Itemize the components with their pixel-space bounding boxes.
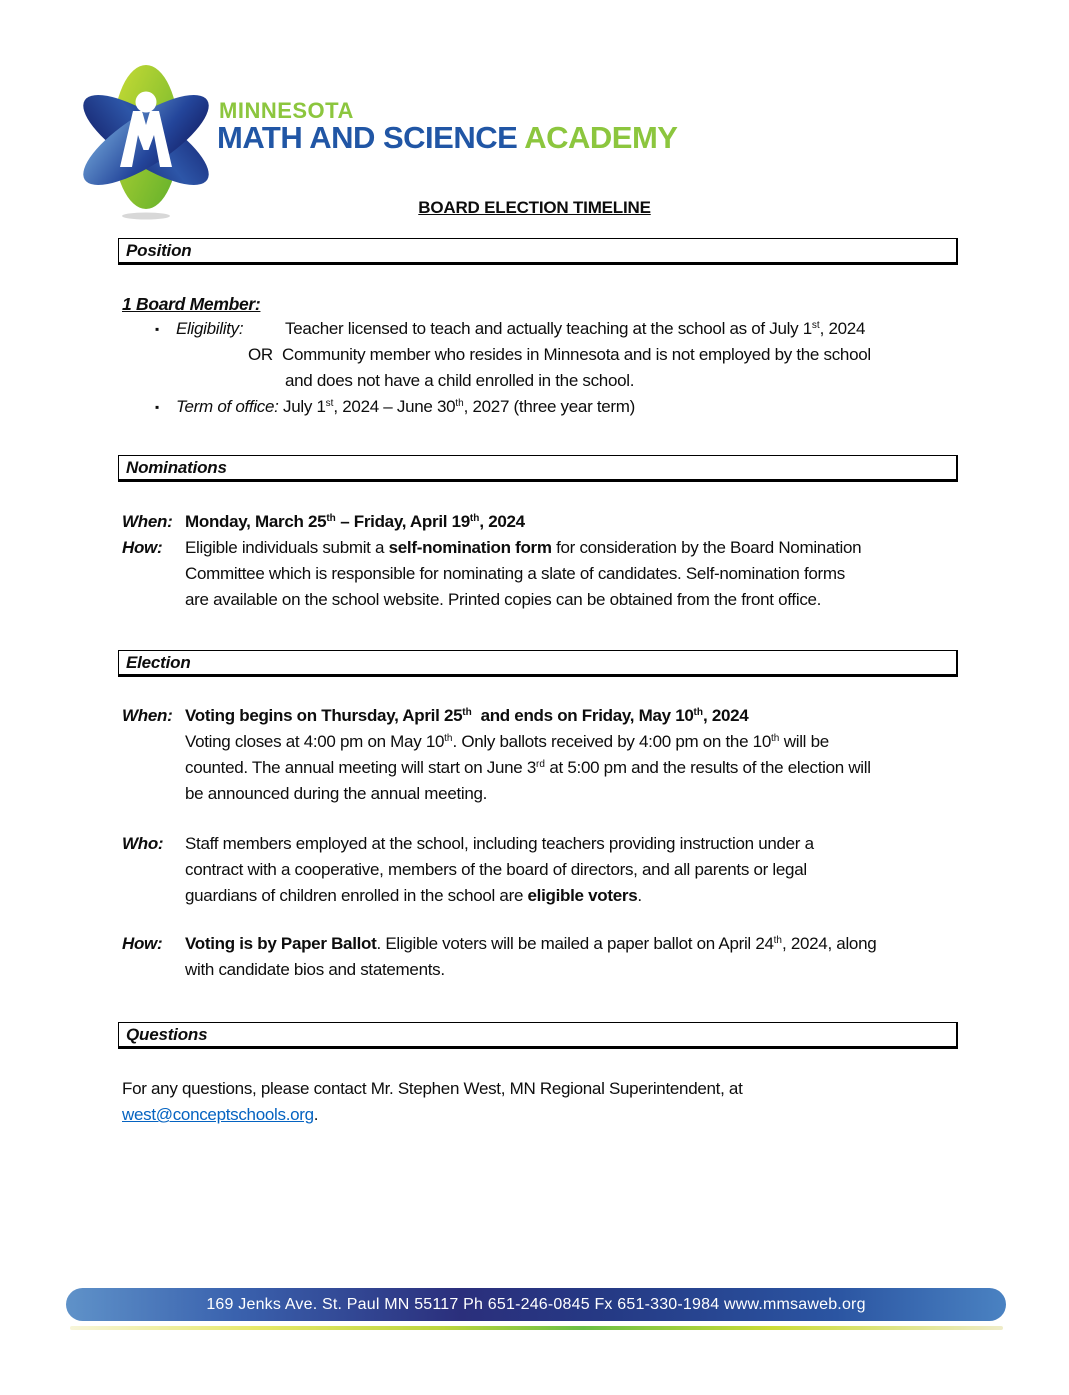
term-label: Term of office: bbox=[176, 397, 279, 416]
subheading-board-member: 1 Board Member: bbox=[122, 294, 261, 314]
contact-email-link[interactable]: west@conceptschools.org bbox=[122, 1105, 314, 1124]
election-how-line-2: with candidate bios and statements. bbox=[185, 960, 445, 979]
footer-accent-line bbox=[70, 1326, 1003, 1330]
election-how-label: How: bbox=[122, 934, 163, 953]
election-when-line-3: be announced during the annual meeting. bbox=[185, 784, 488, 803]
nominations-how-line-2: Committee which is responsible for nominating a slate of candidates. Self-nomination forms bbox=[185, 564, 845, 583]
nominations-how-line-3: are available on the school website. Printed copies can be obtained from the front office. bbox=[185, 590, 822, 609]
brand-minnesota: MINNESOTA bbox=[219, 98, 354, 123]
election-when-line-2: counted. The annual meeting will start on June 3rd at 5:00 pm and the results of the election will bbox=[185, 758, 871, 777]
eligibility-line-2: OR Community member who resides in Minnesota and is not employed by the school bbox=[248, 345, 871, 364]
election-when-bold-line: Voting begins on Thursday, April 25th and ends on Friday, May 10th, 2024 bbox=[185, 706, 749, 725]
election-how-line-1: Voting is by Paper Ballot. Eligible voters will be mailed a paper ballot on April 24th, 2024, along bbox=[185, 934, 877, 953]
eligibility-label: Eligibility: bbox=[176, 319, 244, 338]
eligibility-line-3: and does not have a child enrolled in the school. bbox=[285, 371, 635, 390]
section-header-position: Position bbox=[118, 238, 958, 265]
questions-line-2 bbox=[122, 1104, 318, 1126]
brand-academy: ACADEMY bbox=[524, 120, 678, 155]
period-after-link: . bbox=[313, 1105, 319, 1124]
nominations-how-line-1: Eligible individuals submit a self-nomination form for consideration by the Board Nomination bbox=[185, 538, 862, 557]
nominations-how-label: How: bbox=[122, 538, 163, 557]
brand-math-and-science: MATH AND SCIENCE bbox=[217, 120, 525, 155]
eligibility-text-1: Teacher licensed to teach and actually teaching at the school as of July 1st, 2024 bbox=[285, 319, 866, 338]
election-who-line-3: guardians of children enrolled in the school are eligible voters. bbox=[185, 886, 642, 905]
election-who-line-2: contract with a cooperative, members of the board of directors, and all parents or legal bbox=[185, 860, 807, 879]
bullet-icon: ▪ bbox=[155, 322, 159, 336]
questions-line-1: For any questions, please contact Mr. Stephen West, MN Regional Superintendent, at bbox=[122, 1079, 743, 1098]
election-who-line-1: Staff members employed at the school, including teachers providing instruction under a bbox=[185, 834, 814, 853]
nominations-when-label: When: bbox=[122, 512, 173, 531]
nominations-when-value: Monday, March 25th – Friday, April 19th, 2024 bbox=[185, 512, 525, 531]
term-of-office-line: ▪ Term of office: July 1st, 2024 – June 30th, 2027 (three year term) bbox=[155, 397, 636, 416]
section-header-election: Election bbox=[118, 650, 958, 677]
brand-math-science-academy bbox=[217, 120, 677, 156]
or-text: OR bbox=[248, 345, 273, 364]
section-header-nominations: Nominations bbox=[118, 455, 958, 482]
election-when-label: When: bbox=[122, 706, 173, 725]
election-who-label: Who: bbox=[122, 834, 164, 853]
footer-address-bar: 169 Jenks Ave. St. Paul MN 55117 Ph 651-246-0845 Fx 651-330-1984 www.mmsaweb.org bbox=[66, 1288, 1006, 1321]
page-title: BOARD ELECTION TIMELINE bbox=[418, 198, 651, 217]
section-header-questions: Questions bbox=[118, 1022, 958, 1049]
election-when-line-1: Voting closes at 4:00 pm on May 10th. Only ballots received by 4:00 pm on the 10th will be bbox=[185, 732, 829, 751]
bullet-icon: ▪ bbox=[155, 400, 159, 414]
eligibility-line-1 bbox=[155, 318, 866, 341]
